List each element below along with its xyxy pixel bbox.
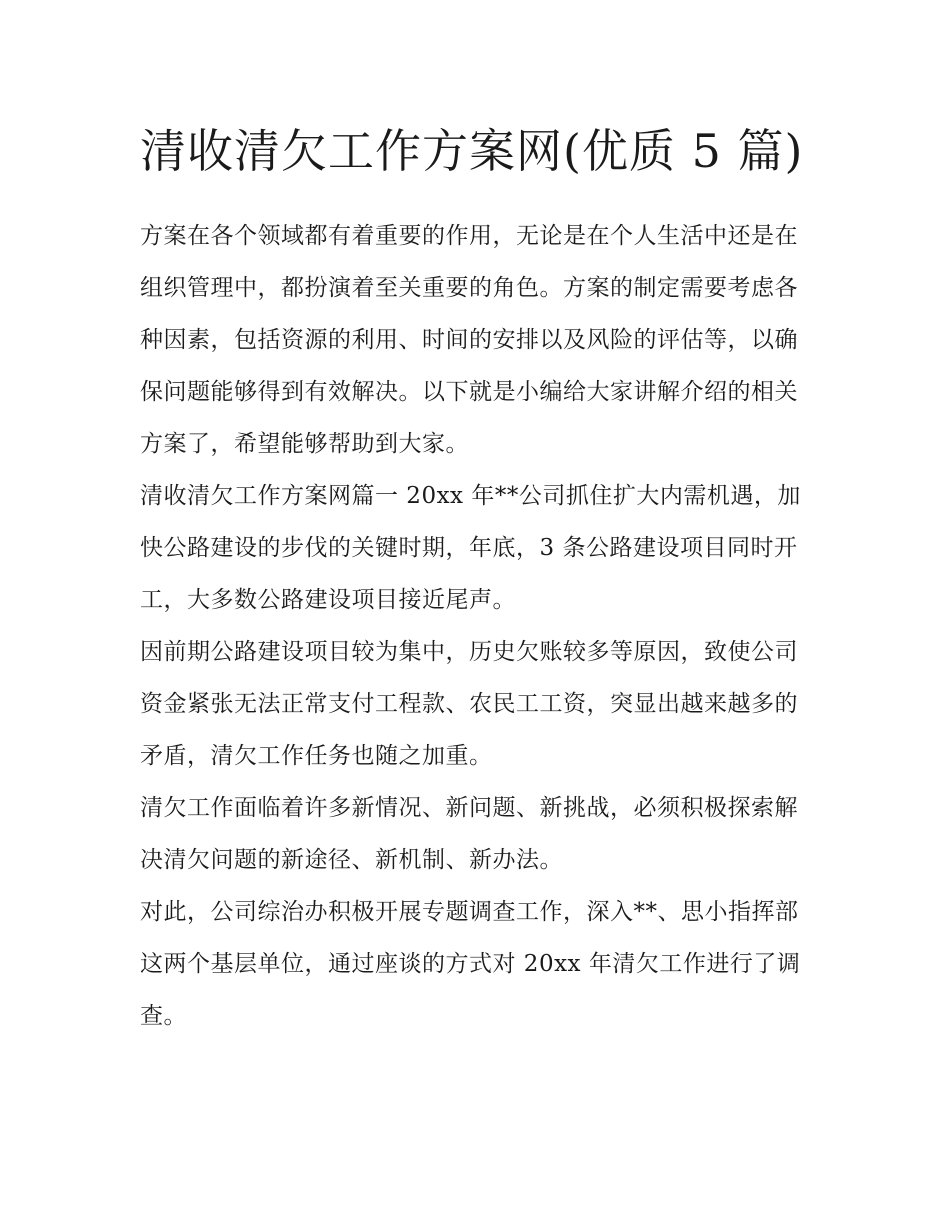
document-body [140, 210, 812, 1042]
paragraph-background: 因前期公路建设项目较为集中，历史欠账较多等原因，致使公司资金紧张无法正常支付工程款、农民工工资，突显出越来越多的矛盾，清欠工作任务也随之加重。 [140, 639, 798, 769]
paragraph-investigation: 对此，公司综治办积极开展专题调查工作，深入**、思小指挥部这两个基层单位，通过座谈的方式对 20xx 年清欠工作进行了调查。 [140, 899, 801, 1029]
paragraph-challenges: 清欠工作面临着许多新情况、新问题、新挑战，必须积极探索解决清欠问题的新途径、新机制、新办法。 [140, 795, 798, 873]
document-page [140, 112, 812, 1042]
document-title: 清收清欠工作方案网(优质 5 篇) [140, 124, 804, 178]
paragraph-section-one: 清收清欠工作方案网篇一 20xx 年**公司抓住扩大内需机遇，加快公路建设的步伐的关键时期，年底，3 条公路建设项目同时开工，大多数公路建设项目接近尾声。 [140, 483, 801, 613]
paragraph-intro: 方案在各个领域都有着重要的作用，无论是在个人生活中还是在组织管理中，都扮演着至关重要的角色。方案的制定需要考虑各种因素，包括资源的利用、时间的安排以及风险的评估等，以确保问题能够得到有效解决。以下就是小编给大家讲解介绍的相关方案了，希望能够帮助到大家。 [140, 223, 798, 457]
